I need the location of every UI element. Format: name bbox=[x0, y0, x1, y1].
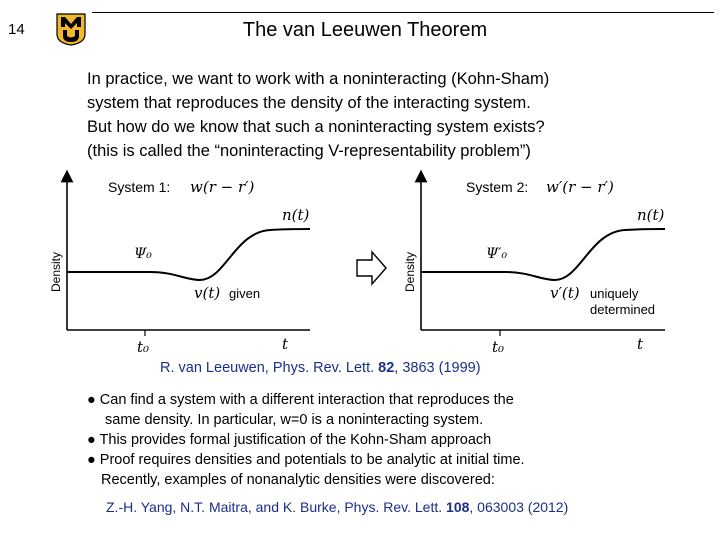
system1-t-label: t bbox=[282, 335, 289, 353]
system2-label: System 2: bbox=[466, 179, 529, 195]
reference-van-leeuwen bbox=[160, 360, 580, 376]
transition-arrow-icon bbox=[357, 252, 386, 284]
system1-panel bbox=[49, 176, 310, 356]
reference1-volume: 82 bbox=[378, 360, 395, 376]
slide-title: The van Leeuwen Theorem bbox=[242, 19, 488, 41]
bullet-list bbox=[87, 390, 707, 490]
bullet-item-1: ● Can find a system with a different interaction that reproduces the bbox=[87, 392, 514, 408]
system2-y-label: Density bbox=[403, 251, 417, 292]
reference2-prefix: Z.-H. Yang, N.T. Maitra, and K. Burke, Phys. Rev. Lett. bbox=[106, 499, 447, 515]
system1-density-curve bbox=[67, 229, 310, 280]
intro-line: system that reproduces the density of the interacting system. bbox=[87, 94, 531, 112]
bullet-item-2: ● This provides formal justification of the Kohn-Sham approach bbox=[87, 432, 492, 448]
system1-psi-label: Ψ₀ bbox=[134, 246, 152, 262]
bullet-item-3: ● Proof requires densities and potentials to be analytic at initial time. bbox=[87, 452, 525, 468]
reference1-prefix: R. van Leeuwen, Phys. Rev. Lett. bbox=[160, 360, 379, 376]
system2-t0-label: t₀ bbox=[492, 338, 505, 356]
system1-density-label: n(t) bbox=[282, 206, 310, 224]
van-leeuwen-diagram bbox=[0, 162, 720, 357]
system1-y-label: Density bbox=[49, 251, 63, 292]
system2-psi-label: Ψ′₀ bbox=[486, 246, 508, 262]
reference2-suffix: , 063003 (2012) bbox=[469, 499, 569, 515]
reference-yang-maitra-burke bbox=[106, 499, 568, 515]
intro-paragraph bbox=[87, 67, 697, 163]
system2-potential-note-line2: determined bbox=[590, 302, 656, 317]
system1-interaction: w(r − r′) bbox=[190, 178, 255, 196]
system2-density-label: n(t) bbox=[637, 206, 665, 224]
system2-potential-label: v′(t) bbox=[550, 284, 580, 302]
system2-density-curve bbox=[421, 229, 665, 280]
system1-label: System 1: bbox=[108, 179, 171, 195]
intro-line: (this is called the “noninteracting V-representability problem”) bbox=[87, 142, 531, 160]
university-logo bbox=[56, 12, 86, 46]
system1-t0-label: t₀ bbox=[137, 338, 150, 356]
intro-line: But how do we know that such a noninteracting system exists? bbox=[87, 118, 545, 136]
intro-line: In practice, we want to work with a noninteracting (Kohn-Sham) bbox=[87, 70, 550, 88]
bullet-item-1-continued: same density. In particular, w=0 is a noninteracting system. bbox=[105, 412, 484, 428]
slide-number: 14 bbox=[8, 21, 25, 38]
bullet-item-3-continued: Recently, examples of nonanalytic densities were discovered: bbox=[101, 472, 495, 488]
system2-panel bbox=[403, 176, 665, 356]
title-rule bbox=[92, 12, 714, 13]
system1-potential-label: v(t) bbox=[194, 284, 221, 302]
system2-potential-note-line1: uniquely bbox=[590, 286, 639, 301]
reference2-volume: 108 bbox=[446, 499, 470, 515]
reference1-suffix: , 3863 (1999) bbox=[394, 360, 481, 376]
system2-t-label: t bbox=[637, 335, 644, 353]
system2-interaction: w′(r − r′) bbox=[546, 178, 614, 196]
system1-potential-note: given bbox=[229, 286, 261, 301]
